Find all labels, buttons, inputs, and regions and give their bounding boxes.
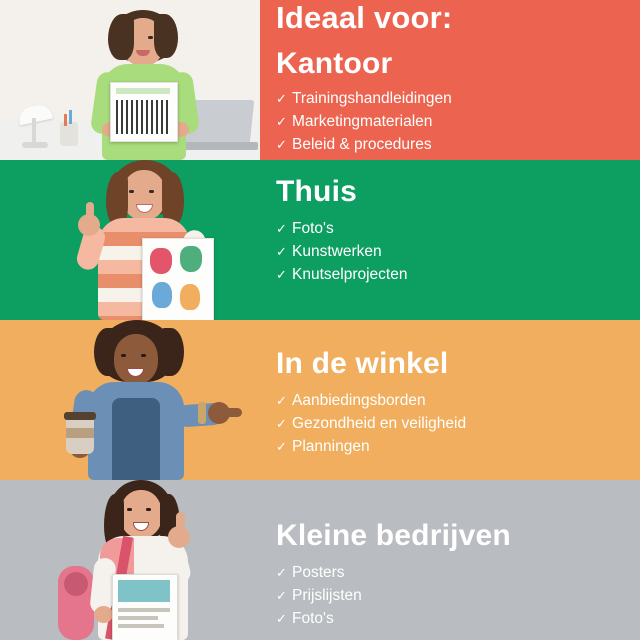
content-home (268, 160, 640, 320)
check-icon: ✓ (276, 415, 287, 431)
page-title: Ideaal voor: (276, 0, 453, 35)
check-icon: ✓ (276, 266, 287, 282)
list-item (276, 111, 452, 134)
list-item (276, 436, 466, 459)
check-icon: ✓ (276, 587, 287, 603)
list-item-label: Trainingshandleidingen (292, 90, 452, 107)
list-item-label: Prijslijsten (292, 586, 362, 604)
content-store (268, 320, 640, 480)
band-title-office: Kantoor (276, 47, 393, 80)
list-item-label: Aanbiedingsborden (292, 392, 426, 409)
check-icon: ✓ (276, 438, 287, 454)
list-item-label: Knutselprojecten (292, 265, 408, 283)
band-business (0, 480, 640, 640)
photo-business (0, 480, 260, 640)
photo-office (0, 0, 260, 160)
photo-home (0, 160, 260, 320)
band-office (0, 0, 640, 160)
band-title-home: Thuis (276, 175, 357, 208)
list-item (276, 413, 466, 436)
check-icon: ✓ (276, 393, 287, 408)
bullet-list-business (276, 562, 362, 631)
bullet-list-office (276, 88, 452, 157)
check-icon: ✓ (276, 565, 287, 580)
band-title-business: Kleine bedrijven (276, 519, 511, 552)
list-item-label: Posters (292, 564, 345, 581)
content-office (268, 0, 640, 160)
content-business (268, 480, 640, 640)
list-item-label: Beleid & procedures (292, 135, 432, 153)
check-icon: ✓ (276, 243, 287, 259)
check-icon: ✓ (276, 610, 287, 626)
list-item (276, 585, 362, 608)
list-item-label: Gezondheid en veiligheid (292, 414, 467, 432)
list-item-label: Planningen (292, 437, 370, 455)
list-item (276, 241, 407, 264)
check-icon: ✓ (276, 91, 287, 106)
bullet-list-store (276, 390, 466, 459)
band-title-store: In de winkel (276, 347, 449, 380)
band-home (0, 160, 640, 320)
bullet-list-home (276, 218, 407, 287)
list-item-label: Foto's (292, 220, 334, 237)
check-icon: ✓ (276, 113, 287, 129)
check-icon: ✓ (276, 221, 287, 236)
list-item-label: Foto's (292, 609, 334, 627)
check-icon: ✓ (276, 136, 287, 152)
list-item (276, 88, 452, 111)
list-item (276, 134, 452, 157)
band-store (0, 320, 640, 480)
list-item (276, 390, 466, 413)
photo-store (0, 320, 260, 480)
list-item-label: Marketingmaterialen (292, 112, 433, 130)
list-item (276, 608, 362, 631)
list-item (276, 218, 407, 241)
list-item-label: Kunstwerken (292, 242, 382, 260)
list-item (276, 562, 362, 585)
list-item (276, 264, 407, 287)
